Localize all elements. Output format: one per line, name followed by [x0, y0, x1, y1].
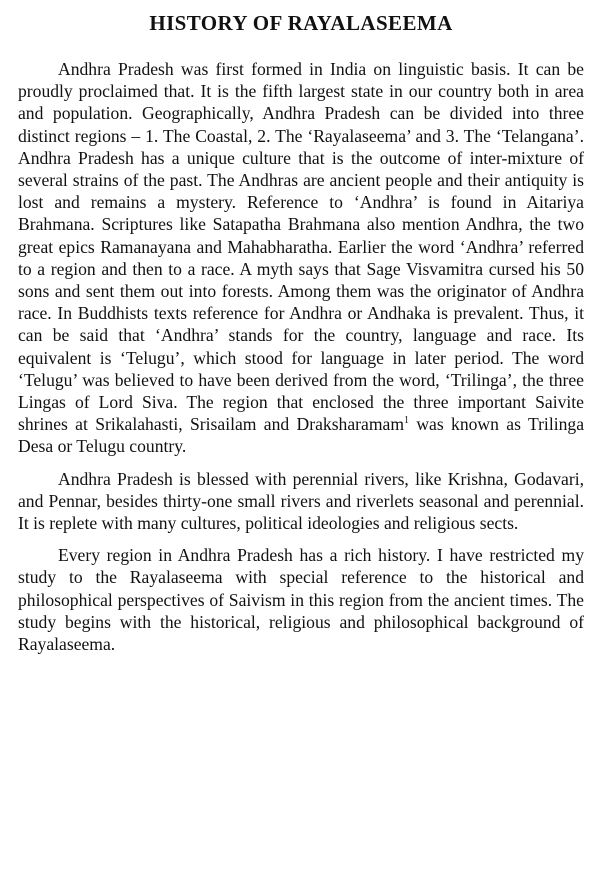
page-title: HISTORY OF RAYALASEEMA [149, 11, 453, 35]
paragraph-1-text: Andhra Pradesh was first formed in India on linguistic basis. It can be proudly proclaimed that. It is the fifth largest state in our country both in area and population. Geographically, Andhra Pradesh can be divided into three distinct regions – 1. The Coastal, 2. The ‘Rayalaseema’ and 3. The ‘Telangana’. Andhra Pradesh has a unique culture that is the outcome of inter-mixture of several strains of the past. The Andhras are ancient people and their antiquity is lost and remains a mystery. Reference to ‘Andhra’ is found in Aitariya Brahmana. Scriptures like Satapatha Brahmana also mention Andhra, the two great epics Ramanayana and Mahabharatha. Earlier the word ‘Andhra’ referred to a region and then to a race. A myth says that Sage Visvamitra cursed his 50 sons and sent them out into forests. Among them was the originator of Andhra race. In Buddhists texts reference for Andhra or Andhaka is prevalent. Thus, it can be said that ‘Andhra’ stands for the country, language and race. Its equivalent is ‘Telugu’, which stood for language in later period. The word ‘Telugu’ was believed to have been derived from the word, ‘Trilinga’, the three Lingas of Lord Siva. The region that enclosed the three important Saivite shrines at Srikalahasti, Srisailam and Draksharamam [18, 59, 584, 435]
paragraph-2: Andhra Pradesh is blessed with perennial rivers, like Krishna, Godavari, and Pennar, besides thirty-one small rivers and riverlets seasonal and perennial. It is replete with many cultures, political ideologies and religious sects. [18, 468, 584, 534]
paragraph-1-text-after: was known as Trilinga Desa or Telugu country. [18, 414, 584, 457]
footnote-marker: 1 [404, 415, 410, 427]
paragraph-3: Every region in Andhra Pradesh has a rich history. I have restricted my study to the Rayalaseema with special reference to the historical and philosophical perspectives of Saivism in this region from the ancient times. The study begins with the historical, religious and philosophical background of Rayalaseema. [18, 545, 584, 655]
paragraph-1 [18, 58, 584, 458]
